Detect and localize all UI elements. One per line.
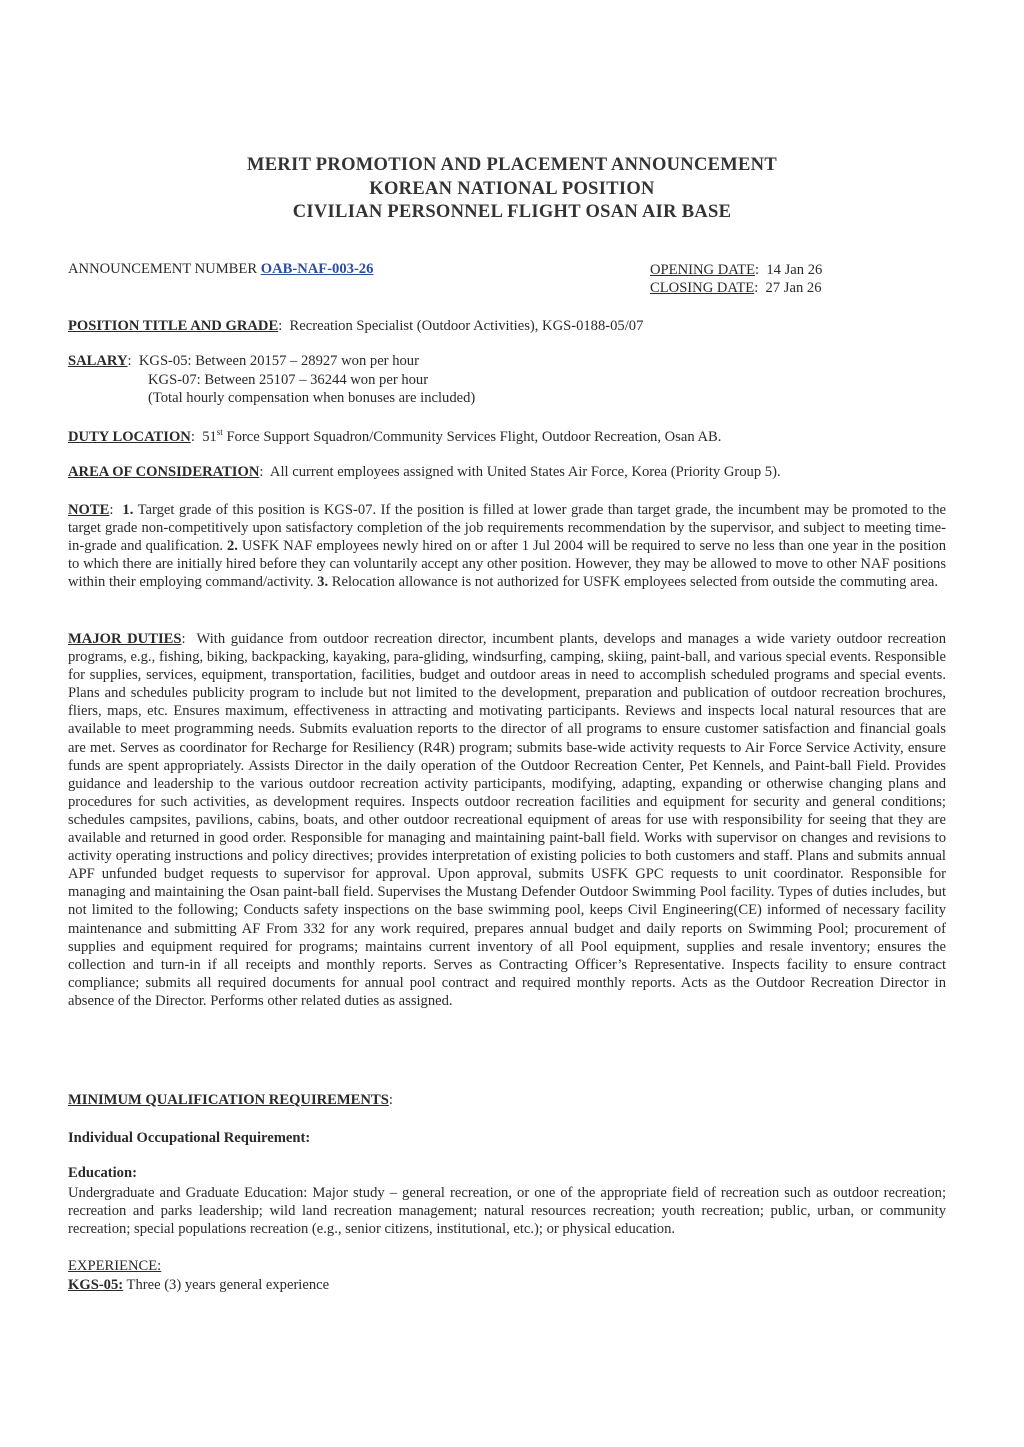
salary-line-1: KGS-05: Between 20157 – 28927 won per hour xyxy=(138,353,419,369)
announcement-number-link[interactable]: OAB-NAF-003-26 xyxy=(260,261,374,277)
education-heading: Education: xyxy=(68,1165,137,1181)
duty-location-label: DUTY LOCATION xyxy=(68,429,191,445)
salary-label: SALARY xyxy=(68,353,128,369)
area-of-consideration-label: AREA OF CONSIDERATION xyxy=(68,464,260,480)
min-qual-label: MINIMUM QUALIFICATION REQUIREMENTS xyxy=(68,1092,389,1108)
closing-date-value: 27 Jan 26 xyxy=(765,280,822,296)
header-line-2: KOREAN NATIONAL POSITION xyxy=(369,179,655,199)
opening-date-row: OPENING DATE: 14 Jan 26 xyxy=(650,262,823,278)
major-duties-text: With guidance from outdoor recreation director, incumbent plants, develops and manages a wide variety outdoor recreation programs, e.g., fishing, biking, backpacking, kayaking, para-gliding, windsurfing, camping, skiing, paint-ball, and various special events. Responsible for supplies, services, equipment, transportation, facilities, budget and outdoor areas in need to accomplish scheduled programs and special events. Plans and schedules publicity program to include but not limited to the development, preparation and publication of outdoor recreation brochures, fliers, maps, etc. Ensures maximum, effectiveness in attracting and motivating participants. Reviews and inspects local natural resources that are available to meet programming needs. Submits evaluation reports to the director of all programs to ensure customer satisfaction and financial goals are met. Serves as coordinator for Recharge for Resiliency (R4R) program; submits base-wide activity requests to Air Force Service Activity, ensure funds are spent appropriately. Assists Director in the daily operation of the Outdoor Recreation Center, Pet Kennels, and Paint-ball Field. Provides guidance and leadership to the various outdoor recreation activity participants, modifying, adapting, expanding or otherwise changing plans and procedures for such activities, as development requires. Inspects outdoor recreation facilities and equipment for security and general conditions; schedules campsites, pavilions, cabins, boats, and other outdoor recreational equipment of areas for use with responsibility for seeing that they are available and returned in good order. Responsible for managing and maintaining paint-ball field. Works with supervisor on changes and revisions to activity operating instructions and policy directives; provides interpretation of existing policies to both customers and staff. Plans and submits annual APF unfunded budget requests to supervisor for approval. Upon approval, submits USFK GPC requests to unit coordinator. Responsible for managing and maintaining the Osan paint-ball field. Supervises the Mustang Defender Outdoor Swimming Pool facility. Types of duties includes, but not limited to the following; Conducts safety inspections on the base swimming pool, keeps Civil Engineering(CE) informed of necessary facility maintenance and submitting AF From 332 for any work required, prepares annual budget and daily reports on Swimming Pool; procurement of supplies and equipment required for programs; maintains current inventory of all Pool equipment, supplies and resale inventory; ensures the collection and turn-in if all receipts and monthly reports. Serves as Contracting Officer’s Representative. Inspects facility to ensure contract compliance; submits all required documents for annual pool contract and required monthly reports. Acts as the Outdoor Recreation Director in absence of the Director. Performs other related duties as assigned. xyxy=(68,631,947,1009)
area-of-consideration-value: All current employees assigned with United States Air Force, Korea (Priority Group 5). xyxy=(269,464,781,480)
experience-heading xyxy=(68,1257,161,1275)
area-of-consideration-row: AREA OF CONSIDERATION: All current employees assigned with United States Air Force, Korea (Priority Group 5). xyxy=(68,464,781,480)
experience-grade-label: KGS-05: xyxy=(68,1277,124,1293)
duty-location-suffix: st xyxy=(216,427,223,438)
note-number-2: 2. xyxy=(227,538,238,555)
closing-date-row: CLOSING DATE: 27 Jan 26 xyxy=(650,280,822,296)
note-text-1: Target grade of this position is KGS-07. If the position is filled at lower grade than target grade, the incumbent may be promoted to the target grade non-competitively upon satisfactory completion of the job requirements recommendation by the supervisor, and subject to meeting time-in-grade and qualification. xyxy=(68,502,946,555)
individual-occupational-heading: Individual Occupational Requirement: xyxy=(68,1130,311,1146)
note-paragraph: NOTE: 1. Target grade of this position is KGS-07. If the position is filled at lower grade than target grade, the incumbent may be promoted to the target grade non-competitively upon satisfactory completion of the job requirements recommendation by the supervisor, and subject to meeting time-in-grade and qualification. 2. USFK NAF employees newly hired on or after 1 Jul 2004 will be required to serve no less than one year in the position to which there are initially hired before they can voluntarily accept any other position. However, they may be allowed to move to other NAF positions within their employing command/activity. 3. Relocation allowance is not authorized for USFK employees selected from outside the commuting area. xyxy=(68,502,946,591)
experience-kgs05-row xyxy=(68,1276,329,1294)
experience-text: Three (3) years general experience xyxy=(123,1277,330,1293)
position-title-value: Recreation Specialist (Outdoor Activities), KGS-0188-05/07 xyxy=(289,318,644,334)
duty-location-number: 51 xyxy=(202,429,217,445)
opening-date-value: 14 Jan 26 xyxy=(766,262,823,278)
note-text-3: Relocation allowance is not authorized for USFK employees selected from outside the commuting area. xyxy=(328,574,939,591)
note-text-2: USFK NAF employees newly hired on or after 1 Jul 2004 will be required to serve no less than one year in the position to which there are initially hired before they can voluntarily accept any other position. However, they may be allowed to move to other NAF positions within their employing command/activity. xyxy=(68,538,946,591)
position-title-label: POSITION TITLE AND GRADE xyxy=(68,318,279,334)
salary-line-3: (Total hourly compensation when bonuses are included) xyxy=(148,390,476,406)
salary-line-2: KGS-07: Between 25107 – 36244 won per hour xyxy=(148,372,429,388)
salary-row: SALARY: KGS-05: Between 20157 – 28927 won per hour xyxy=(68,353,419,369)
education-text: Undergraduate and Graduate Education: Major study – general recreation, or one of the appropriate field of recreation such as outdoor recreation; recreation and parks leadership; wild land recreation management; natural resources recreation; youth recreation; public, urban, or community recreation; special populations recreation (e.g., senior citizens, institutional, etc.); or physical education. xyxy=(68,1185,946,1238)
announcement-number-row xyxy=(68,260,373,278)
position-title-row: POSITION TITLE AND GRADE: Recreation Specialist (Outdoor Activities), KGS-0188-05/07 xyxy=(68,318,644,334)
header-line-3: CIVILIAN PERSONNEL FLIGHT OSAN AIR BASE xyxy=(292,202,732,222)
note-number-1: 1. xyxy=(122,502,134,518)
announcement-number-label: ANNOUNCEMENT NUMBER xyxy=(68,261,258,277)
closing-date-label: CLOSING DATE xyxy=(650,280,755,296)
duty-location-value: Force Support Squadron/Community Services Flight, Outdoor Recreation, Osan AB. xyxy=(222,429,722,445)
duty-location-row: DUTY LOCATION: 51st Force Support Squadron/Community Services Flight, Outdoor Recreation, Osan AB. xyxy=(68,427,722,445)
major-duties-label: MAJOR DUTIES xyxy=(68,631,182,647)
opening-date-label: OPENING DATE xyxy=(650,262,755,278)
experience-label: EXPERIENCE: xyxy=(68,1258,162,1274)
major-duties-paragraph: MAJOR DUTIES: With guidance from outdoor recreation director, incumbent plants, develops and manages a wide variety outdoor recreation programs, e.g., fishing, biking, backpacking, kayaking, para-gliding, windsurfing, camping, skiing, paint-ball, and various special events. Responsible for supplies, services, equipment, transportation, facilities, budget and outdoor areas in need to accomplish scheduled programs and special events. Plans and schedules publicity program to include but not limited to the development, preparation and publication of outdoor recreation brochures, fliers, maps, etc. Ensures maximum, effectiveness in attracting and motivating participants. Reviews and inspects local natural resources that are available to meet programming needs. Submits evaluation reports to the director of all programs to ensure customer satisfaction and financial goals are met. Serves as coordinator for Recharge for Resiliency (R4R) program; submits base-wide activity requests to Air Force Service Activity, ensure funds are spent appropriately. Assists Director in the daily operation of the Outdoor Recreation Center, Pet Kennels, and Paint-ball Field. Provides guidance and leadership to the various outdoor recreation activity participants, modifying, adapting, expanding or otherwise changing plans and procedures for such activities, as development requires. Inspects outdoor recreation facilities and equipment for security and general conditions; schedules campsites, pavilions, cabins, boats, and other outdoor recreational equipment of areas for use with responsibility for seeing that they are available and returned in good order. Responsible for managing and maintaining paint-ball field. Works with supervisor on changes and revisions to activity operating instructions and policy directives; provides interpretation of existing policies to both customers and staff. Plans and submits annual APF unfunded budget requests to supervisor for approval. Upon approval, submits USFK GPC requests to unit coordinator. Responsible for managing and maintaining the Osan paint-ball field. Supervises the Mustang Defender Outdoor Swimming Pool facility. Types of duties includes, but not limited to the following; Conducts safety inspections on the base swimming pool, keeps Civil Engineering(CE) informed of necessary facility maintenance and submitting AF From 332 for any work required, prepares annual budget and daily reports on Swimming Pool; procurement of supplies and equipment required for programs; maintains current inventory of all Pool equipment, supplies and resale inventory; ensures the collection and turn-in if all receipts and monthly reports. Serves as Contracting Officer’s Representative. Inspects facility to ensure contract compliance; submits all required documents for annual pool contract and required monthly reports. Acts as the Outdoor Recreation Director in absence of the Director. Performs other related duties as assigned. xyxy=(68,631,947,1009)
min-qual-heading: MINIMUM QUALIFICATION REQUIREMENTS: xyxy=(68,1092,393,1108)
note-number-3: 3. xyxy=(317,574,329,591)
note-label: NOTE xyxy=(68,502,110,518)
header-line-1: MERIT PROMOTION AND PLACEMENT ANNOUNCEMENT xyxy=(247,155,777,175)
